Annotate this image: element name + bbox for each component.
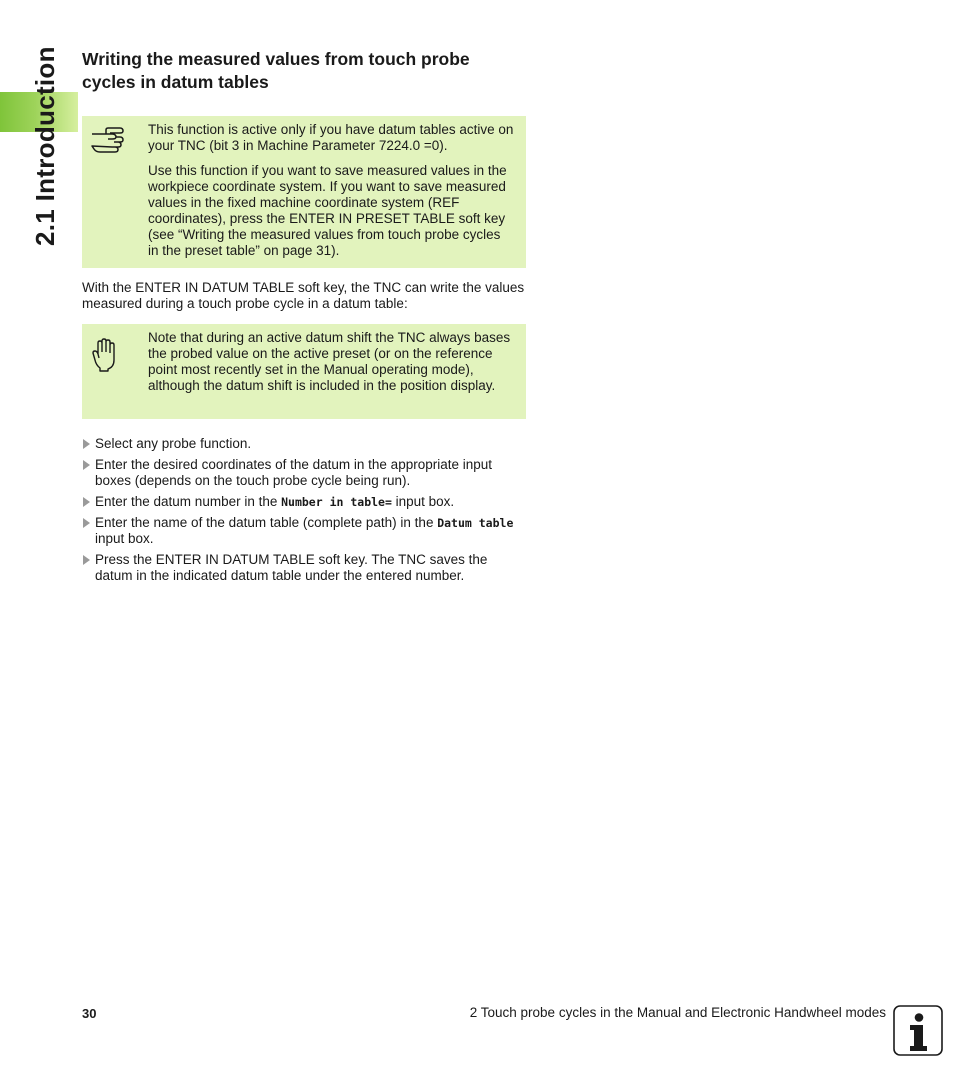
list-item (82, 552, 527, 584)
input-name-code: Datum table (437, 516, 514, 530)
note-text-3: Note that during an active datum shift the TNC always bases the probed value on the active preset (or on the reference point most recently set in the Manual operating mode), although the datum shift is included in the position display. (148, 330, 511, 393)
list-item (82, 436, 527, 452)
info-icon[interactable] (893, 1005, 943, 1056)
arrow-right-icon (83, 497, 90, 507)
arrow-right-icon (83, 460, 90, 470)
step-list (82, 436, 527, 589)
arrow-right-icon (83, 439, 90, 449)
page-number: 30 (82, 1006, 97, 1021)
pointing-hand-icon (90, 124, 126, 154)
chapter-title-footer: 2 Touch probe cycles in the Manual and Electronic Handwheel modes (469, 1005, 886, 1020)
step-text: input box. (391, 494, 455, 509)
note-text-2: Use this function if you want to save measured values in the workpiece coordinate system. If you want to save measured values in the fixed machine coordinate system (REF coordinates), press the ENTER IN PRESET TABLE soft key (see “Writing the measured values from touch probe cycles in the preset table” on page 31). (148, 163, 507, 258)
step-text: input box. (95, 531, 154, 546)
intro-paragraph: With the ENTER IN DATUM TABLE soft key, the TNC can write the values measured during a touch probe cycle in a datum table: (82, 280, 525, 311)
list-item (82, 457, 527, 489)
section-heading (82, 48, 532, 94)
arrow-right-icon (83, 518, 90, 528)
input-name-code: Number in table= (281, 495, 392, 509)
warning-hand-icon (92, 338, 118, 372)
arrow-right-icon (83, 555, 90, 565)
step-text: Select any probe function. (95, 436, 252, 451)
list-item (82, 494, 527, 510)
step-text: Enter the datum number in the (95, 494, 282, 509)
step-text: Enter the desired coordinates of the datum in the appropriate input boxes (depends on the touch probe cycle being run). (95, 457, 493, 488)
step-text: Press the ENTER IN DATUM TABLE soft key. The TNC saves the datum in the indicated datum table under the entered number. (95, 552, 488, 583)
heading-line-1: Writing the measured values from touch probe (82, 49, 470, 69)
list-item (82, 515, 527, 547)
note-text-1: This function is active only if you have datum tables active on your TNC (bit 3 in Machine Parameter 7224.0 =0). (148, 122, 514, 153)
heading-line-2: cycles in datum tables (82, 72, 269, 92)
section-title-vertical: 2.1 Introduction (30, 46, 60, 246)
note-box-datum-shift (82, 324, 526, 419)
note-box-datum-tables (82, 116, 526, 268)
step-text: Enter the name of the datum table (complete path) in the (95, 515, 438, 530)
